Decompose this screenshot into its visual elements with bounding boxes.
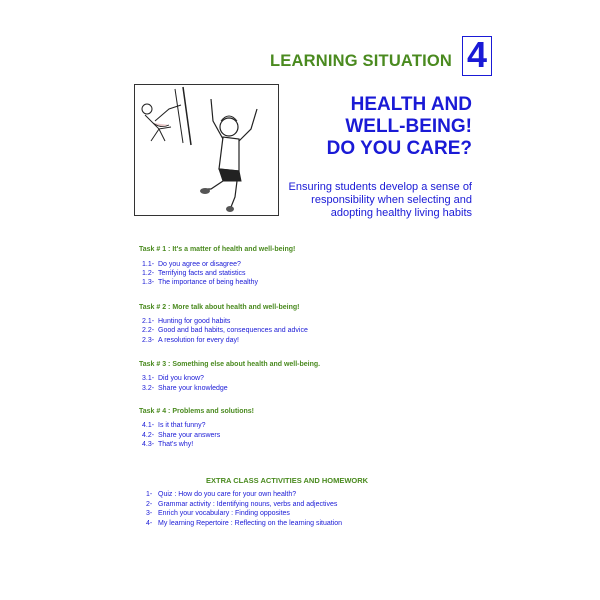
task-item-number: 3.2- (142, 385, 155, 392)
task-item-text: Hunting for good habits (158, 318, 231, 325)
task-item (142, 279, 258, 286)
extra-item (146, 520, 342, 527)
task-item-text: The importance of being healthy (158, 279, 259, 286)
task-item-text: That's why! (158, 441, 194, 448)
task-item (142, 375, 204, 382)
extra-item-text: Grammar activity : Identifying nouns, verbs and adjectives (158, 501, 338, 508)
task-item-text: Do you agree or disagree? (158, 261, 241, 268)
subtitle-line-2: responsibility when selecting and (311, 194, 472, 206)
task-item (142, 261, 241, 268)
task-item (142, 422, 205, 429)
task-1-title: Task # 1 : It's a matter of health and well-being! (139, 246, 296, 253)
extra-item-number: 1- (146, 491, 153, 498)
task-item-text: Terrifying facts and statistics (158, 270, 246, 277)
task-item (142, 385, 228, 392)
extra-activities-title: EXTRA CLASS ACTIVITIES AND HOMEWORK (206, 476, 369, 485)
task-item-number: 1.1- (142, 261, 155, 268)
extra-item-number: 2- (146, 501, 153, 508)
extra-item-text: Enrich your vocabulary : Finding opposites (158, 510, 290, 517)
headline-line-2: WELL-BEING! (345, 116, 472, 137)
extra-item (146, 501, 337, 508)
task-item (142, 441, 193, 448)
task-item-number: 1.3- (142, 279, 155, 286)
task-item-number: 1.2- (142, 270, 155, 277)
headline-line-1: HEALTH AND (350, 94, 472, 115)
task-item-number: 3.1- (142, 375, 155, 382)
learning-situation-title: LEARNING SITUATION (270, 52, 453, 70)
task-2-title: Task # 2 : More talk about health and well-being! (139, 304, 300, 311)
task-item-text: Good and bad habits, consequences and advice (158, 327, 308, 334)
extra-item-number: 4- (146, 520, 153, 527)
extra-item (146, 510, 290, 517)
extra-item-number: 3- (146, 510, 153, 517)
task-item-text: Share your knowledge (158, 385, 228, 392)
task-item (142, 337, 239, 344)
extra-item-text: Quiz : How do you care for your own health? (158, 491, 297, 498)
task-item-text: A resolution for every day! (158, 337, 239, 344)
task-item (142, 318, 230, 325)
headline-line-3: DO YOU CARE? (326, 138, 472, 159)
task-item-number: 4.3- (142, 441, 155, 448)
task-item-text: Is it that funny? (158, 422, 206, 429)
task-item-text: Share your answers (158, 432, 221, 439)
task-item-number: 4.2- (142, 432, 155, 439)
learning-situation-number: 4 (466, 34, 488, 75)
subtitle-line-1: Ensuring students develop a sense of (288, 181, 472, 193)
extra-item-text: My learning Repertoire : Reflecting on the learning situation (158, 520, 343, 527)
task-3-title: Task # 3 : Something else about health and well-being. (139, 361, 321, 368)
task-item-number: 4.1- (142, 422, 155, 429)
task-item (142, 270, 246, 277)
subtitle-line-3: adopting healthy living habits (330, 207, 472, 219)
task-item-number: 2.1- (142, 318, 155, 325)
task-item-text: Did you know? (158, 375, 204, 382)
task-item (142, 327, 308, 334)
headline (327, 94, 472, 160)
task-item-number: 2.2- (142, 327, 155, 334)
task-item-number: 2.3- (142, 337, 155, 344)
extra-item (146, 491, 296, 498)
task-4-title: Task # 4 : Problems and solutions! (139, 408, 255, 415)
task-item (142, 432, 220, 439)
subtitle (242, 181, 472, 220)
